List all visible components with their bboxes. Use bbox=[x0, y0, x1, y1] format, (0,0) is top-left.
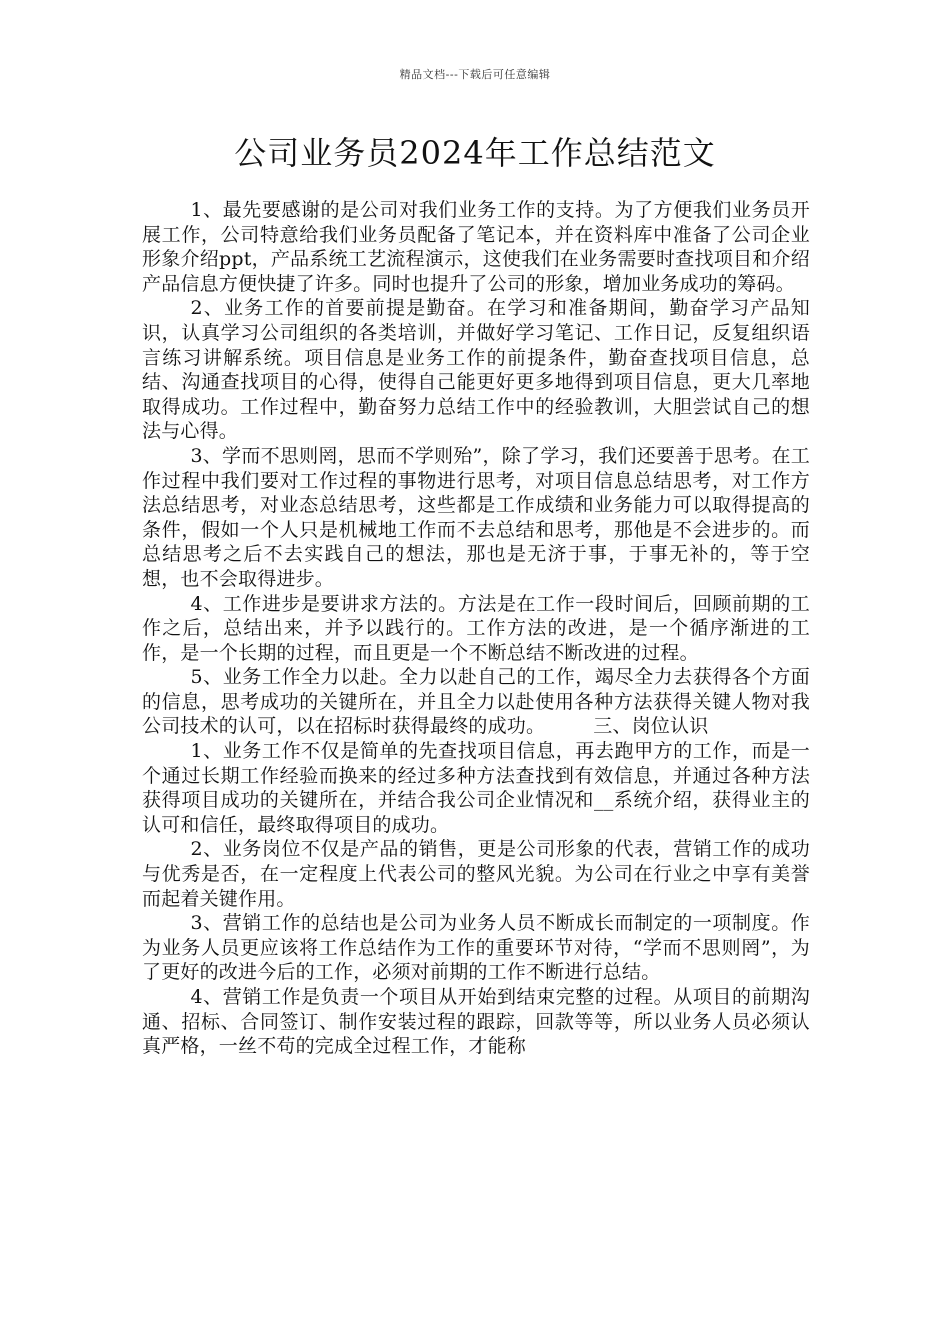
paragraph: 3、营销工作的总结也是公司为业务人员不断成长而制定的一项制度。作为业务人员更应该将工作总结作为工作的重要环节对待，“学而不思则罔”，为了更好的改进今后的工作，必须对前期的工作不断进行总结。 bbox=[142, 912, 810, 984]
paragraph: 2、业务工作的首要前提是勤奋。在学习和准备期间，勤奋学习产品知识，认真学习公司组织的各类培训，并做好学习笔记、工作日记，反复组织语言练习讲解系统。项目信息是业务工作的前提条件，勤奋查找项目信息，总结、沟通查找项目的心得，使得自己能更好更多地得到项目信息，更大几率地取得成功。工作过程中，勤奋努力总结工作中的经验教训，大胆尝试自己的想法与心得。 bbox=[142, 297, 810, 443]
paragraph: 2、业务岗位不仅是产品的销售，更是公司形象的代表，营销工作的成功与优秀是否，在一定程度上代表公司的整风光貌。为公司在行业之中享有美誉而起着关键作用。 bbox=[142, 838, 810, 910]
paragraph: 4、营销工作是负责一个项目从开始到结束完整的过程。从项目的前期沟通、招标、合同签订、制作安装过程的跟踪，回款等等，所以业务人员必须认真严格，一丝不苟的完成全过程工作，才能称 bbox=[142, 986, 810, 1058]
document-body bbox=[142, 198, 810, 1059]
paragraph: 1、最先要感谢的是公司对我们业务工作的支持。为了方便我们业务员开展工作，公司特意给我们业务员配备了笔记本，并在资料库中准备了公司企业形象介绍ppt，产品系统工艺流程演示，这使我们在业务需要时查找项目和介绍产品信息方便快捷了许多。同时也提升了公司的形象，增加业务成功的筹码。 bbox=[142, 199, 810, 295]
document-title: 公司业务员2024年工作总结范文 bbox=[234, 134, 716, 172]
paragraph: 3、学而不思则罔，思而不学则殆”，除了学习，我们还要善于思考。在工作过程中我们要对工作过程的事物进行思考，对项目信息总结思考，对工作方法总结思考，对业态总结思考，这些都是工作成绩和业务能力可以取得提高的条件，假如一个人只是机械地工作而不去总结和思考，那他是不会进步的。而总结思考之后不去实践自己的想法，那也是无济于事，于事无补的，等于空想，也不会取得进步。 bbox=[142, 444, 810, 590]
paragraph: 4、工作进步是要讲求方法的。方法是在工作一段时间后，回顾前期的工作之后，总结出来，并予以践行的。工作方法的改进，是一个循序渐进的工作，是一个长期的过程，而且更是一个不断总结不断改进的过程。 bbox=[142, 592, 810, 664]
header-note: 精品文档---下载后可任意编辑 bbox=[399, 68, 551, 81]
paragraph: 5、业务工作全力以赴。全力以赴自己的工作，竭尽全力去获得各个方面的信息，思考成功的关键所在，并且全力以赴使用各种方法获得关键人物对我公司技术的认可，以在招标时获得最终的成功。 三、岗位认识 bbox=[142, 666, 810, 738]
paragraph: 1、业务工作不仅是简单的先查找项目信息，再去跑甲方的工作，而是一个通过长期工作经验而换来的经过多种方法查找到有效信息，并通过各种方法获得项目成功的关键所在，并结合我公司企业情况和__系统介绍，获得业主的认可和信任，最终取得项目的成功。 bbox=[142, 740, 810, 836]
